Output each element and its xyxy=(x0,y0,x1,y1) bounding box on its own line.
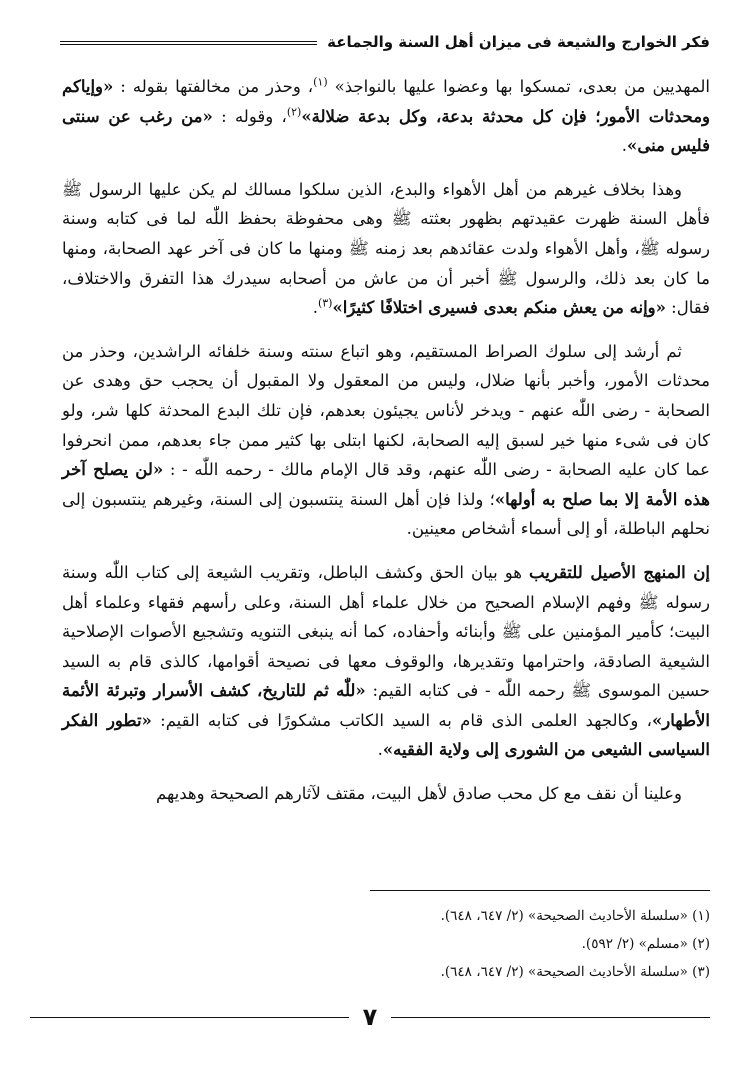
paragraph-2 xyxy=(62,175,710,323)
footnote-ref: (٣) xyxy=(317,296,333,310)
footnote-separator xyxy=(370,890,710,891)
page-footer xyxy=(30,1002,710,1032)
footnote: (٣) «سلسلة الأحاديث الصحيحة» (٢/ ٦٤٧، ٦٤٨). xyxy=(440,964,710,980)
footer-rule-left xyxy=(30,1017,349,1018)
paragraph-3 xyxy=(62,337,710,544)
book-title-quote: «للّٰه ثم للتاريخ، كشف الأسرار وتبرئة الأئمة الأطهار» xyxy=(62,681,710,730)
hadith-quote: «وإنه من يعش منكم بعدى فسيرى اختلافًا كثيرًا» xyxy=(332,298,666,318)
running-header xyxy=(60,30,710,54)
footnote: (٢) «مسلم» (٢/ ٥٩٢). xyxy=(581,936,710,952)
footnote-ref: (١) xyxy=(313,75,328,89)
footnote-ref: (٢) xyxy=(286,105,302,119)
paragraph-4 xyxy=(62,558,710,765)
footer-rule-right xyxy=(391,1017,710,1018)
page-number: ٧ xyxy=(362,1003,378,1031)
footnotes xyxy=(50,902,710,986)
text-run: . xyxy=(621,136,627,156)
paragraph-1 xyxy=(62,72,710,161)
hadith-quote: «من رغب عن سنتى فليس منى» xyxy=(62,106,710,156)
text-run: هو بيان الحق وكشف الباطل، وتقريب الشيعة إلى كتاب اللّٰه وسنة رسوله ﷺ وفهم الإسلام الصحيح من خلال علماء أهل السنة، وعلى رأسهم فقهاء وعلماء أهل البيت؛ كأمير المؤمنين على ﷺ وأبنائه وأحفاده، كما أنه ينبغى التنويه وتشجيع الأصوات الإصلاحية الشيعية الصادقة، واحترامها وتقديرها، والوقوف معها فى نصيحة أقوامها، كالذى قام به السيد حسين الموسوى ﷺ رحمه اللّٰه - فى كتابه القيم: xyxy=(62,562,711,701)
footnote: (١) «سلسلة الأحاديث الصحيحة» (٢/ ٦٤٧، ٦٤٨). xyxy=(440,908,710,924)
text-run: المهديين من بعدى، تمسكوا بها وعضوا عليها بالنواجذ» xyxy=(327,77,711,96)
paragraph-5 xyxy=(62,779,710,809)
text-run: ، وقوله : xyxy=(212,106,287,126)
text-run: وعلينا أن نقف مع كل محب صادق لأهل البيت، مقتف لآثارهم الصحيحة وهديهم xyxy=(156,784,682,804)
emphasis-phrase: إن المنهج الأصيل للتقريب xyxy=(529,562,711,582)
text-run: ثم أرشد إلى سلوك الصراط المستقيم، وهو اتباع سنته وسنة خلفائه الراشدين، وحذر من محدثات الأمور، وأخبر بأنها ضلال، وليس من المعقول ولا المقبول أن يحجب حق وهدى عن الصحابة - رضى اللّٰه عنهم - ويدخر لأناس يجيئون بعدهم، فإن تلك البدع المحدثة كلها شر، ولو كان فى شىء منها خير لسبق إليه الصحابة، لكنها ابتلى بها كثير ممن جاء بعدهم، ممن انحرفوا عما كان عليه الصحابة - رضى اللّٰه عنهم، وقد قال الإمام مالك - رحمه اللّٰه - : xyxy=(62,341,711,480)
text-run: ؛ ولذا فإن أهل السنة ينتسبون إلى السنة، وغيرهم ينتسبون إلى نحلهم الباطلة، أو إلى أسماء أشخاص معينين. xyxy=(62,489,710,539)
text-run: ، وحذر من مخالفتها بقوله : xyxy=(113,77,314,96)
text-run: . xyxy=(312,298,318,318)
text-run: وهذا بخلاف غيرهم من أهل الأهواء والبدع، الذين سلكوا مسالك لم يكن عليها الرسول ﷺ فأهل السنة ظهرت عقيدتهم بظهور بعثته ﷺ وهى محفوظة بحفظ اللّٰه لما فى كتابه وسنة رسوله ﷺ، وأهل الأهواء ولدت عقائدهم بعد زمنه ﷺ ومنها ما كان فى آخر عهد الصحابة، ومنها ما كان بعد ذلك، والرسول ﷺ أخبر أن من عاش من أصحابه سيدرك هذا التفرق والاختلاف، فقال: xyxy=(62,179,710,318)
text-run: ، وكالجهد العلمى الذى قام به السيد الكاتب مشكورًا فى كتابه القيم: xyxy=(151,710,652,730)
book-title-quote: «تطور الفكر السياسى الشيعى من الشورى إلى ولاية الفقيه» xyxy=(62,710,710,760)
header-double-rule xyxy=(60,41,317,45)
hadith-quote: «لن يصلح آخر هذه الأمة إلا بما صلح به أولها» xyxy=(62,460,710,509)
hadith-quote: «وإياكم ومحدثات الأمور؛ فإن كل محدثة بدعة، وكل بدعة ضلالة» xyxy=(62,77,711,126)
body-text xyxy=(62,72,710,823)
header-title: فكر الخوارج والشيعة فى ميزان أهل السنة والجماعة xyxy=(327,33,710,51)
text-run: . xyxy=(377,740,383,760)
